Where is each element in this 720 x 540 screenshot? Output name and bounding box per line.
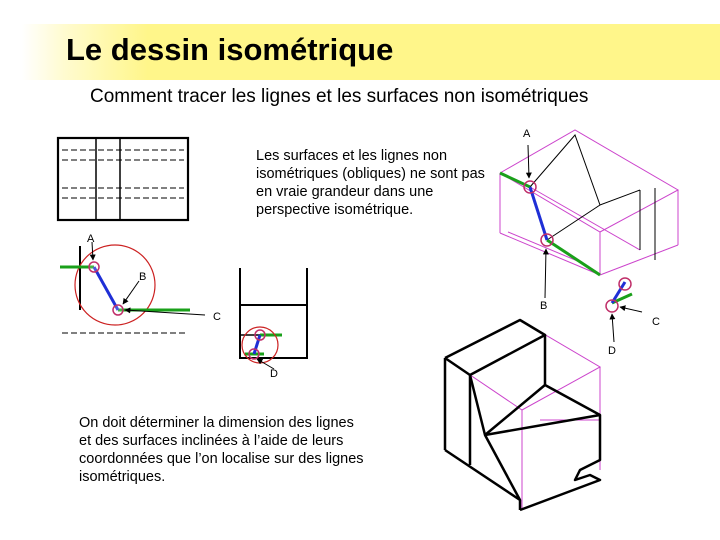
isometric-construction-lines [500,145,600,298]
label-c-left: C [213,311,221,323]
label-d-right: D [608,345,616,357]
label-b-left: B [139,271,147,283]
oblique-blue-line [94,267,118,310]
label-b-right: B [540,300,548,312]
side-view [240,268,307,369]
page-title: Le dessin isométrique [66,32,394,67]
marker-c-left [113,305,123,315]
label-a-left: A [87,233,95,245]
label-a-right: A [523,128,531,140]
note-top: Les surfaces et les lignes non isométriques (obliques) ne sont pas en vraie grandeur dans une perspective isométrique. [256,148,485,218]
front-view [60,242,205,333]
small-construction [606,278,642,342]
isometric-construction [500,130,678,275]
isometric-solid [445,320,600,510]
top-view [58,138,188,220]
label-c-right: C [652,316,660,328]
label-d-left: D [270,368,278,380]
note-bottom: On doit déterminer la dimension des lignes et des surfaces inclinées à l’aide de leurs coordonnées que l’on localise sur des lignes isométriques. [79,415,364,485]
marker-a-left [89,262,99,272]
page-subtitle: Comment tracer les lignes et les surfaces non isométriques [90,86,589,107]
